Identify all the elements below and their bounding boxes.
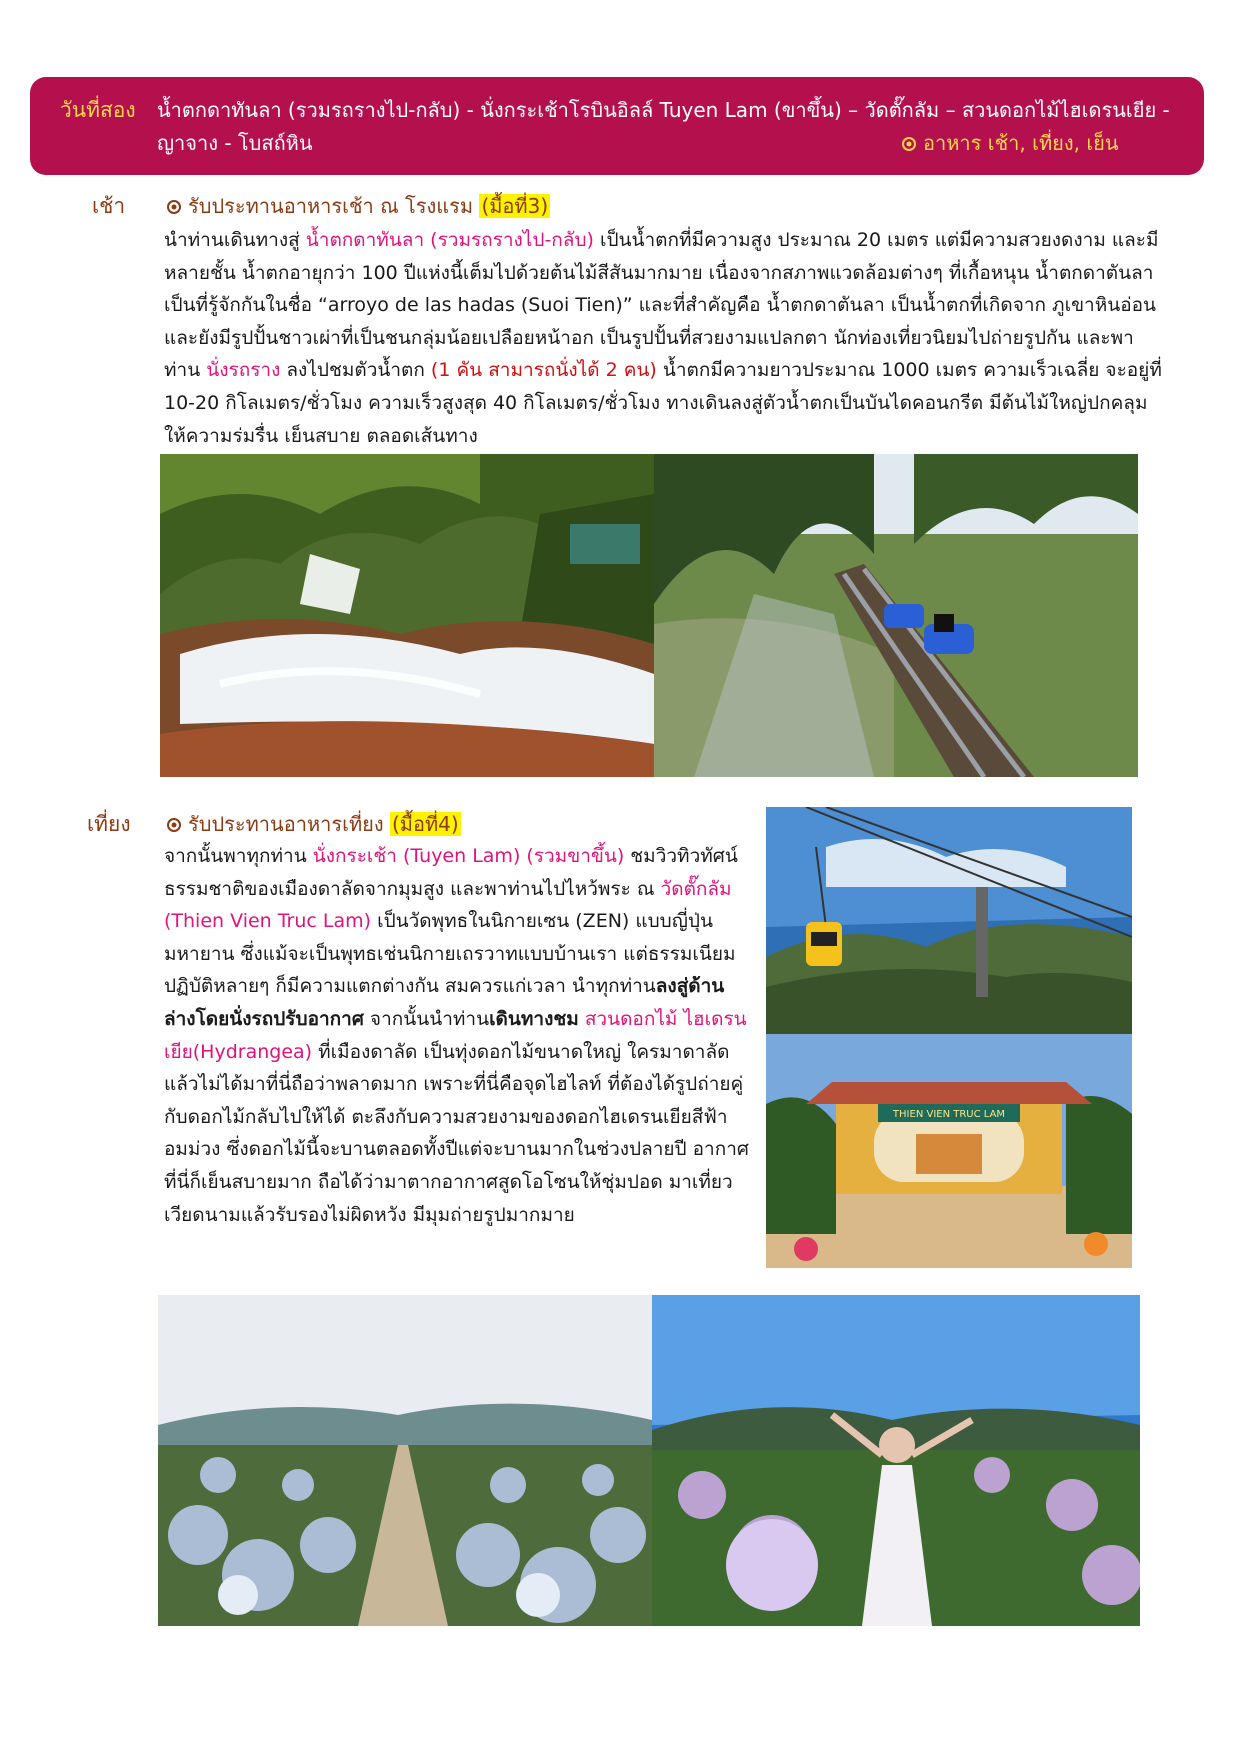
text-run: เป็นน้ำตกที่มีความสูง ประมาณ 20 เมตร แต่มีความสวยงดงาม และมีหลายชั้น น้ำตกอายุกว่า 100 ปีแห่งนี้เต็มไปด้วยต้นไม้สีสันมากมาย เนื่องจากสภาพแวดล้อมต่างๆ ที่เกื้อหนุน น้ำตกดาตันลาเป็นที่รู้จักกันในชื่อ “arroyo de las hadas (Suoi Tien)” และที่สำคัญคือ น้ำตกดาตันลา เป็นน้ำตกที่เกิดจาก ภูเขาหินอ่อน และยังมีรูปปั้นชาวเผ่าที่เป็นชนกลุ่มน้อยเปลือยหน้าอก เป็นรูปปั้นที่สวยงามแปลกตา นักท่องเที่ยวนิยมไปถ่ายรูปกัน และพาท่าน bbox=[164, 229, 1159, 382]
capacity-note: (1 คัน สามารถนั่งได้ 2 คน) bbox=[430, 359, 657, 382]
noon-description bbox=[164, 840, 750, 1231]
tram-highlight: นั่งรถราง bbox=[206, 359, 281, 382]
place-name: น้ำตกดาทันลา (รวมรถรางไป-กลับ) bbox=[305, 229, 594, 251]
temple-gate-photo bbox=[766, 1034, 1132, 1268]
meal-line-breakfast bbox=[166, 190, 550, 222]
meal-number-badge: (มื้อที่4) bbox=[391, 812, 459, 836]
meal-plate-icon bbox=[166, 199, 182, 215]
text-run: จากนั้นนำท่าน bbox=[363, 1007, 490, 1030]
temple-gate-sign-text: THIEN VIEN TRUC LAM bbox=[892, 1109, 1006, 1120]
day-meals bbox=[901, 127, 1119, 159]
text-run: ที่เมืองดาลัด เป็นทุ่งดอกไม้ขนาดใหญ่ ใครมาดาลัดแล้วไม่ได้มาที่นี่ถือว่าพลาดมาก เพราะที่นี่คือจุดไฮไลท์ ที่ต้องได้รูปถ่ายคู่กับดอกไม้กลับไปให้ได้ ตะลึงกับความสวยงามของดอกไฮเดรนเยียสีฟ้าอมม่วง ซึ่งดอกไม้นี้จะบานตลอดทั้งปีแต่จะบานมากในช่วงปลายปี อากาศที่นี่ก็เย็นสบายมาก ถือได้ว่ามาตากอากาศสูดโอโซนให้ชุ่มปอด มาเที่ยวเวียดนามแล้วรับรองไม่ผิดหวัง มีมุมถ่ายรูปมากมาย bbox=[164, 1040, 749, 1226]
bold-run: ลงสู่ด้านล่างโดยนั่งรถปรับอากาศ bbox=[164, 975, 725, 1030]
bold-run: เดินทางชม bbox=[489, 1007, 579, 1030]
day-meals-text: อาหาร เช้า, เที่ยง, เย็น bbox=[923, 131, 1119, 155]
hydrangea-field-photo bbox=[158, 1295, 652, 1626]
day-label: วันที่สอง bbox=[60, 98, 136, 122]
waterfall-photo bbox=[160, 454, 654, 777]
text-run: จากนั้นพาทุกท่าน bbox=[164, 845, 313, 867]
meal-plate-icon bbox=[901, 136, 917, 152]
meal-plate-icon bbox=[166, 817, 182, 833]
text-run: ชมวิวทิวทัศน์ธรรมชาติของเมืองดาลัดจากมุมสูง และพาท่านไปไหว้พระ ณ bbox=[164, 845, 738, 900]
breakfast-text: รับประทานอาหารเช้า ณ โรงแรม bbox=[188, 194, 474, 218]
time-label-noon: เที่ยง bbox=[87, 812, 131, 836]
alpine-coaster-photo bbox=[654, 454, 1138, 777]
meal-line-lunch bbox=[166, 808, 461, 840]
time-label-morning: เช้า bbox=[92, 194, 126, 218]
meal-number-badge: (มื้อที่3) bbox=[481, 194, 549, 218]
cable-car-highlight: นั่งกระเช้า (Tuyen Lam) (รวมขาขึ้น) bbox=[312, 845, 625, 867]
text-run: น้ำตกมีความยาวประมาณ 1000 เมตร ความเร็วเฉลี่ย จะอยู่ที่ 10-20 กิโลเมตร/ชั่วโมง ความเร็วสูงสุด 40 กิโลเมตร/ชั่วโมง ทางเดินลงสู่ตัวน้ำตกเป็นบันไดคอนกรีต มีต้นไม้ใหญ่ปกคลุมให้ความร่มรื่น เย็นสบาย ตลอดเส้นทาง bbox=[164, 359, 1162, 447]
text-run: นำท่านเดินทางสู่ bbox=[164, 229, 306, 251]
temple-name: วัดตั๊กลัม (Thien Vien Truc Lam) bbox=[164, 877, 732, 933]
lunch-text: รับประทานอาหารเที่ยง bbox=[188, 812, 384, 836]
day-itinerary-title: น้ำตกดาทันลา (รวมรถรางไป-กลับ) - นั่งกระเช้าโรบินอิลล์ Tuyen Lam (ขาขึ้น) – วัดตั๊กลัม – สวนดอกไม้ไฮเดรนเยีย - ญาจาง - โบสถ์หิน bbox=[157, 98, 1170, 155]
hydrangea-visitor-photo bbox=[652, 1295, 1140, 1626]
text-run: ลงไปชมตัวน้ำตก bbox=[280, 359, 431, 382]
cable-car-photo bbox=[766, 807, 1132, 1034]
day-header bbox=[30, 77, 1204, 175]
garden-name: สวนดอกไม้ ไฮเดรนเยีย(Hydrangea) bbox=[164, 1007, 747, 1063]
morning-description bbox=[164, 224, 1164, 452]
text-run: เป็นวัดพุทธในนิกายเซน (ZEN) แบบญี่ปุ่น มหายาน ซึ่งแม้จะเป็นพุทธเช่นนิกายเถรวาทแบบบ้านเรา แต่ธรรมเนียมปฏิบัติหลายๆ ก็มีความแตกต่างกัน สมควรแก่เวลา นำทุกท่าน bbox=[164, 910, 736, 998]
